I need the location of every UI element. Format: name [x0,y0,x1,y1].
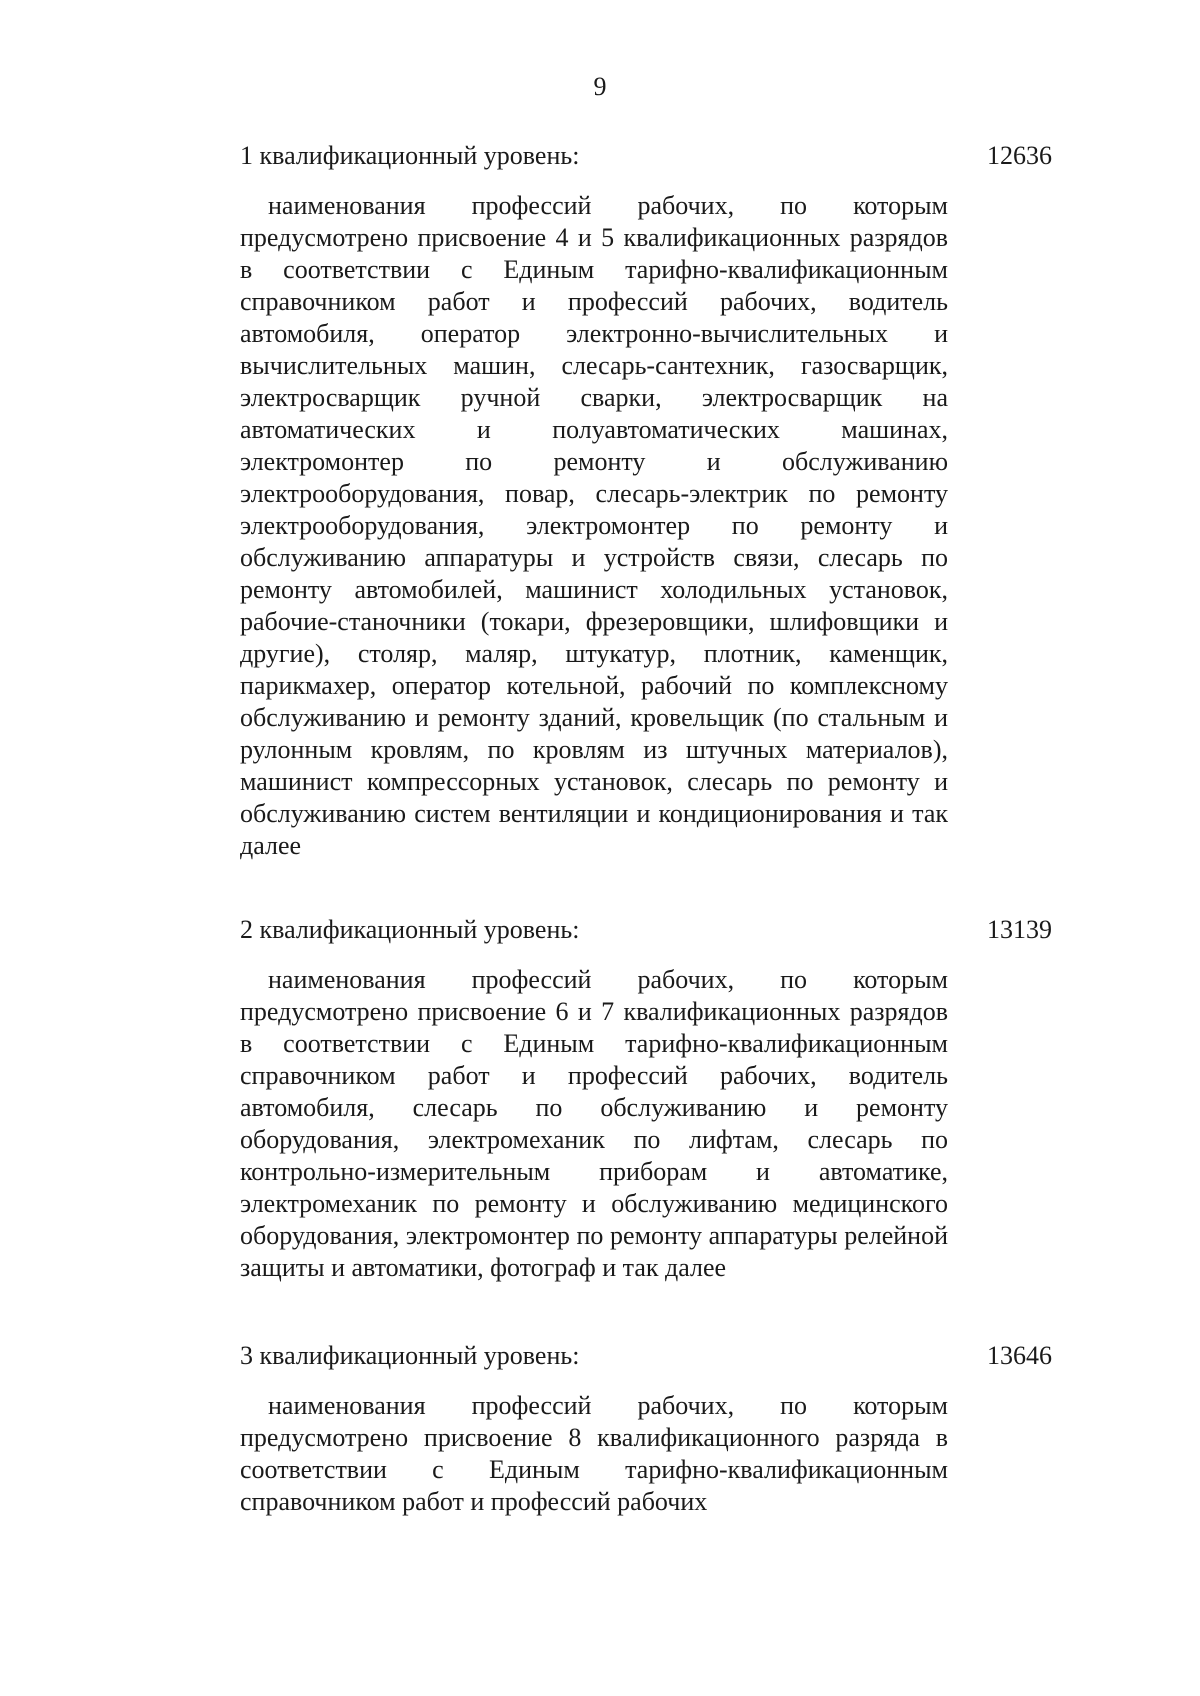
level-3-heading: 3 квалификационный уровень: [240,1341,580,1370]
page-number: 9 [593,72,607,101]
level-2-heading: 2 квалификационный уровень: [240,915,580,944]
level-1-salary: 12636 [987,141,1052,170]
level-2-description: наименования профессий рабочих, по которым предусмотрено присвоение 6 и 7 квалификационных разрядов в соответствии с Единым тарифно-квалификационным справочником работ и профессий рабочих, водитель автомобиля, слесарь по обслуживанию и ремонту оборудования, электромеханик по лифтам, слесарь по контрольно-измерительным приборам и автоматике, электромеханик по ремонту и обслуживанию медицинского оборудования, электромонтер по ремонту аппаратуры релейной защиты и автоматики, фотограф и так далее [240,965,948,1282]
level-2-salary: 13139 [987,915,1052,944]
level-1-heading: 1 квалификационный уровень: [240,141,580,170]
level-3-description: наименования профессий рабочих, по которым предусмотрено присвоение 8 квалификационного разряда в соответствии с Единым тарифно-квалификационным справочником работ и профессий рабочих [240,1391,948,1516]
level-3-salary: 13646 [987,1341,1052,1370]
level-1-description: наименования профессий рабочих, по которым предусмотрено присвоение 4 и 5 квалификационных разрядов в соответствии с Единым тарифно-квалификационным справочником работ и профессий рабочих, водитель автомобиля, оператор электронно-вычислительных и вычислительных машин, слесарь-сантехник, газосварщик, электросварщик ручной сварки, электросварщик на автоматических и полуавтоматических машинах, электромонтер по ремонту и обслуживанию электрооборудования, повар, слесарь-электрик по ремонту электрооборудования, электромонтер по ремонту и обслуживанию аппаратуры и устройств связи, слесарь по ремонту автомобилей, машинист холодильных установок, рабочие-станочники (токари, фрезеровщики, шлифовщики и другие), столяр, маляр, штукатур, плотник, каменщик, парикмахер, оператор котельной, рабочий по комплексному обслуживанию и ремонту зданий, кровельщик (по стальным и рулонным кровлям, по кровлям из штучных материалов), машинист компрессорных установок, слесарь по ремонту и обслуживанию систем вентиляции и кондиционирования и так далее [240,191,948,860]
